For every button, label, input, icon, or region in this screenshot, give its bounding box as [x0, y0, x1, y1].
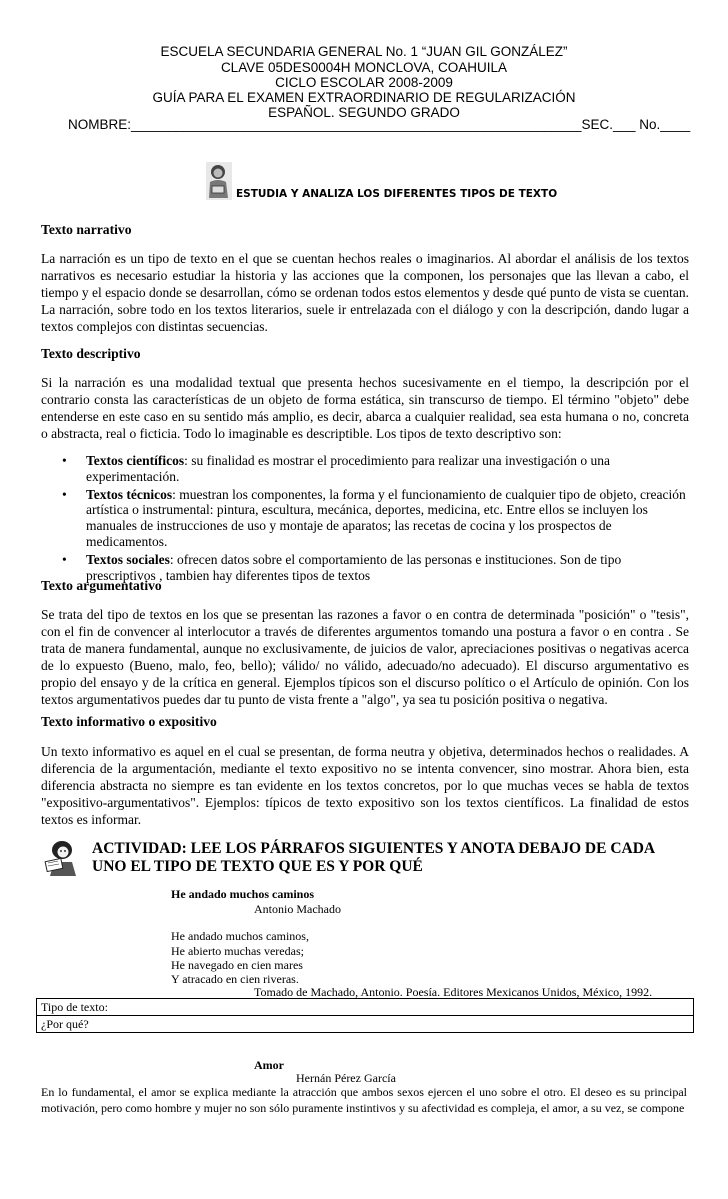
answer-box — [36, 998, 694, 1033]
list-item: • Textos técnicos: muestran los componentes, la forma y el funcionamiento de cualquier tipo de objeto, creación artística o instrumental: pintura, escultura, mecánica, deportes, medicina, etc. Entre ellos se incluyen los manuales de instrucciones de uso y montaje de aparatos; las recetas de cocina y los prospectos de medicamentos. — [62, 486, 686, 549]
poem-line: He andado muchos caminos, — [171, 929, 309, 943]
school-cycle: CICLO ESCOLAR 2008-2009 — [275, 75, 453, 90]
heading-informativo: Texto informativo o expositivo — [41, 714, 217, 729]
paragraph-descriptivo: Si la narración es una modalidad textual que presenta hechos sucesivamente en el tiempo, la descripción por el contrario consta las características de un objeto de forma estática, sin transcurso de tiempo. El término "objeto" debe entenderse en este caso en su sentido más amplio, es decir, abarca a cualquier realidad, sea esta humana o no, concreta o abstracta, real o ficticia. Todo lo imaginable es descriptible. Los tipos de texto descriptivo son: — [41, 375, 689, 441]
student-figure-icon — [206, 162, 232, 200]
paragraph-argumentativo: Se trata del tipo de textos en los que se presentan las razones a favor o en contra de determinada "posición" o "tesis", con el fin de convencer al interlocutor a través de diferentes argumentos tomando una postura a favor o en contra . Se trata de manera fundamental, aunque no exclusivamente, de juicios de valor, apreciaciones positivas o negativas acerca de lo expuesto (Bueno, malo, feo, bello); válido/ no válido, adecuado/no adecuado). El discurso argumentativo es propio del ensayo y de la crítica en general. Ejemplos típicos son el discurso político o el Artículo de opinión. Con los textos argumentativos puedes dar tu punto de vista frente a "algo", ya sea tu posición positiva o negativa. — [41, 607, 689, 707]
school-name: ESCUELA SECUNDARIA GENERAL No. 1 “JUAN GIL GONZÁLEZ” — [160, 44, 568, 59]
descriptive-types-list — [41, 453, 689, 585]
paragraph-narrativo: La narración es un tipo de texto en el que se cuentan hechos reales o imaginarios. Al abordar el análisis de los textos narrativos es necesario estudiar la historia y las acciones que la componen, los personajes que las llevan a cabo, el tiempo y el espacio donde se desarrollan, cómo se ordenan todos estos elementos y desde qué punto de vista se cuentan. La narración, sobre todo en los textos literarios, suele ir entrelazada con el diálogo y con la descripción, dando lugar a textos complejos con distintas secuencias. — [41, 251, 689, 334]
heading-descriptivo: Texto descriptivo — [41, 346, 141, 361]
poem-line: He navegado en cien mares — [171, 958, 303, 972]
tipo-de-texto-field[interactable]: Tipo de texto: — [41, 1000, 108, 1014]
activity-instructions: ACTIVIDAD: LEE LOS PÁRRAFOS SIGUIENTES Y ANOTA DEBAJO DE CADA UNO EL TIPO DE TEXTO QUE ES Y POR QUÉ — [92, 840, 655, 875]
poem-source: Tomado de Machado, Antonio. Poesía. Editores Mexicanos Unidos, México, 1992. — [254, 985, 653, 999]
reading-character-icon — [42, 838, 84, 878]
poem-line: He abierto muchas veredas; — [171, 944, 304, 958]
list-item: • Textos científicos: su finalidad es mostrar el procedimiento para realizar una investigación o una experimentación. — [62, 453, 610, 484]
poem-author: Antonio Machado — [254, 902, 341, 916]
guide-title: GUÍA PARA EL EXAMEN EXTRAORDINARIO DE REGULARIZACIÓN — [152, 90, 576, 105]
por-que-field[interactable]: ¿Por qué? — [37, 1015, 693, 1032]
list-item: • Textos sociales: ofrecen datos sobre el comportamiento de las personas e instituciones. Son de tipo prescriptivos , tambien hay diferentes tipos de textos — [62, 551, 622, 583]
study-title: ESTUDIA Y ANALIZA LOS DIFERENTES TIPOS DE TEXTO — [236, 188, 558, 200]
name-field-line: NOMBRE:____________________________________________________________SEC.___ No.____ — [68, 117, 691, 132]
poem-line: Y atracado en cien riveras. — [171, 972, 299, 986]
heading-argumentativo: Texto argumentativo — [41, 578, 162, 593]
poem-title: He andado muchos caminos — [171, 887, 315, 901]
subject-title: ESPAÑOL. SEGUNDO GRADO — [268, 105, 460, 120]
study-heading — [206, 162, 557, 200]
paragraph-amor: En lo fundamental, el amor se explica mediante la atracción que ambos sexos ejercen el uno sobre el otro. El deseo es su principal motivación, pero como hombre y mujer no son sólo puramente instintivos y su afectividad es compleja, el amor, a su vez, se compone — [41, 1085, 687, 1115]
school-key: CLAVE 05DES0004H MONCLOVA, COAHUILA — [220, 60, 508, 75]
amor-title: Amor — [254, 1058, 284, 1072]
paragraph-informativo: Un texto informativo es aquel en el cual se presentan, de forma neutra y objetiva, determinados hechos o realidades. A diferencia de la argumentación, mediante el texto expositivo no se intenta convencer, sino mostrar. Ahora bien, esta diferencia abstracta no siempre es tan evidente en los textos concretos, por lo que muchas veces se habla de textos "expositivo-argumentativos". Ejemplos: típicos de texto expositivo son los textos científicos. La finalidad de estos textos es informar. — [41, 744, 689, 827]
amor-author: Hernán Pérez García — [296, 1071, 396, 1085]
heading-narrativo: Texto narrativo — [41, 222, 132, 237]
